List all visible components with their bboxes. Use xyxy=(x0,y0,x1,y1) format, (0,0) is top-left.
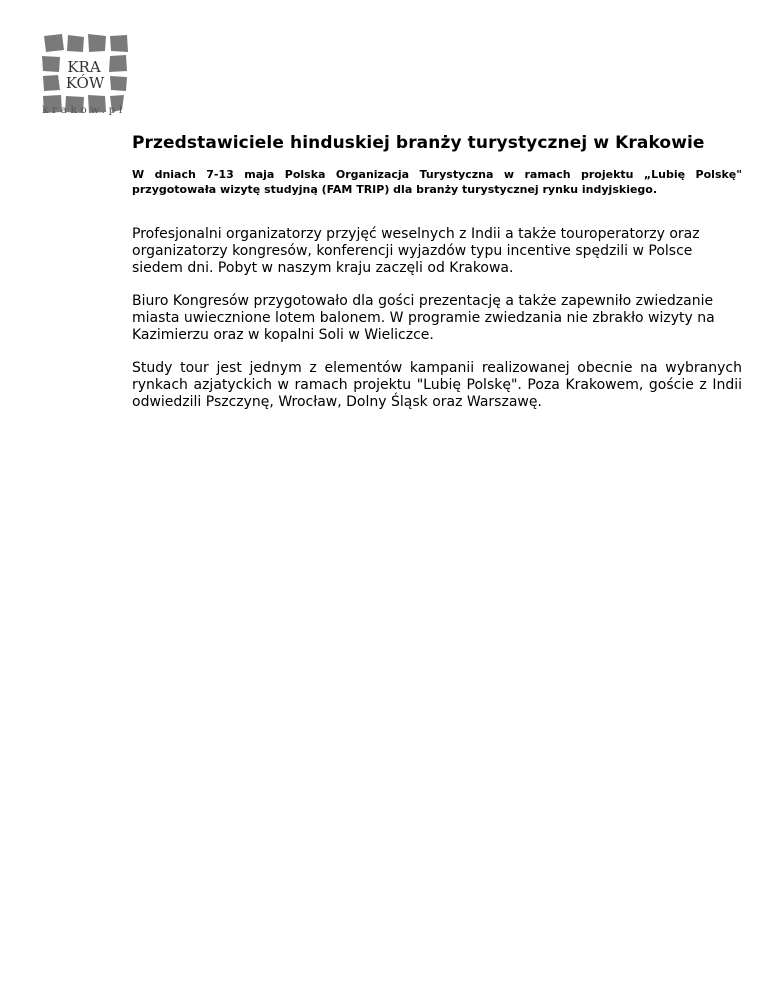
logo-wordmark-line1: KRA xyxy=(67,58,101,76)
article-paragraph-1: Profesjonalni organizatorzy przyjęć weselnych z Indii a także touroperatorzy oraz organizatorzy kongresów, konferencji wyjazdów typu incentive spędzili w Polsce siedem dni. Pobyt w naszym kraju zaczęli od Krakowa. xyxy=(132,226,700,276)
logo-caption: krakow.pl xyxy=(42,104,126,116)
logo-wordmark-line2: KÓW xyxy=(65,74,105,92)
article-title: Przedstawiciele hinduskiej branży turystycznej w Krakowie xyxy=(132,133,705,153)
article-paragraph-2: Biuro Kongresów przygotowało dla gości prezentację a także zapewniło zwiedzanie miasta uwiecznione lotem balonem. W programie zwiedzania nie zbrakło wizyty na Kazimierzu oraz w kopalni Soli w Wieliczce. xyxy=(132,293,715,343)
article-lead: W dniach 7-13 maja Polska Organizacja Turystyczna w ramach projektu „Lubię Polskę" przygotowała wizytę studyjną (FAM TRIP) dla branży turystycznej rynku indyjskiego. xyxy=(132,168,742,196)
article xyxy=(132,132,742,411)
article-paragraph-3: Study tour jest jednym z elementów kampanii realizowanej obecnie na wybranych rynkach azjatyckich w ramach projektu "Lubię Polskę". Poza Krakowem, goście z Indii odwiedzili Pszczynę, Wrocław, Dolny Śląsk oraz Warszawę. xyxy=(132,360,742,410)
